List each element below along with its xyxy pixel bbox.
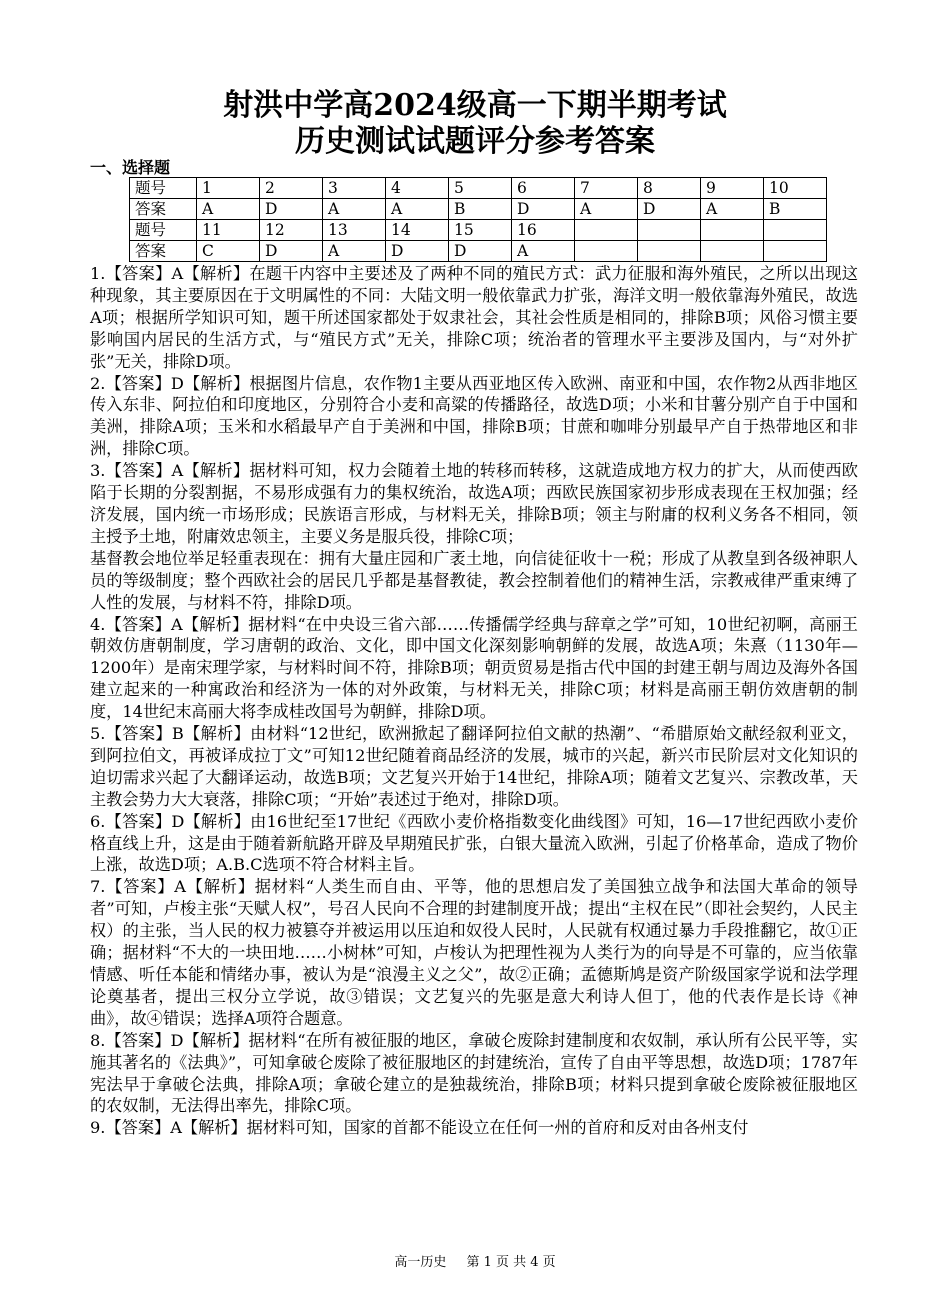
table-cell: 8 [638, 178, 701, 199]
table-cell: A [386, 199, 449, 220]
table-cell: B [764, 199, 827, 220]
table-cell [764, 220, 827, 241]
page-footer [0, 1251, 950, 1270]
table-cell: 3 [323, 178, 386, 199]
explanation-paragraph: 8.【答案】D【解析】据材料“在所有被征服的地区，拿破仑废除封建制度和农奴制，承认所有公民平等，实施其著名的《法典》”，可知拿破仑废除了被征服地区的封建统治，宣传了自由平等思想，故选D项；1787年宪法早于拿破仑法典，排除A项；拿破仑建立的是独裁统治，排除B项；材料只提到拿破仑废除被征服地区的农奴制，无法得出率先，排除C项。 [90, 1030, 858, 1116]
table-cell: D [386, 241, 449, 262]
explanation-paragraph: 7.【答案】A【解析】据材料“人类生而自由、平等，他的思想启发了美国独立战争和法国大革命的领导者”可知，卢梭主张“天赋人权”，号召人民向不合理的封建制度开战；提出“主权在民”（即社会契约，人民主权）的主张，当人民的权力被篡夺并被运用以压迫和奴役人民时，人民就有权通过暴力手段推翻它，故①正确；据材料“不大的一块田地……小树林”可知，卢梭认为把理性视为人类行为的向导是不可靠的，应当依靠情感、听任本能和情绪办事，被认为是“浪漫主义之父”，故②正确；孟德斯鸠是资产阶级国家学说和法学理论奠基者，提出三权分立学说，故③错误；文艺复兴的先驱是意大利诗人但丁，他的代表作是长诗《神曲》，故④错误；选择A项符合题意。 [90, 877, 858, 1028]
section-heading: 一、选择题 [90, 158, 171, 177]
table-cell [575, 220, 638, 241]
explanation-paragraph: 4.【答案】A【解析】据材料“在中央设三省六部……传播儒学经典与辞章之学”可知，10世纪初啊，高丽王朝效仿唐朝制度，学习唐朝的政治、文化，即中国文化深刻影响朝鲜的发展，故选A项；朱熹（1130年—1200年）是南宋理学家，与材料时间不符，排除B项；朝贡贸易是指古代中国的封建王朝与周边及海外各国建立起来的一种寓政治和经济为一体的对外政策，与材料无关，排除C项；材料是高丽王朝仿效唐朝的制度，14世纪末高丽大将李成桂改国号为朝鲜，排除D项。 [90, 614, 858, 722]
answer-table [129, 177, 827, 262]
table-cell: A [323, 199, 386, 220]
row-label: 题号 [130, 178, 197, 199]
table-cell: C [197, 241, 260, 262]
row-label: 答案 [130, 241, 197, 262]
footer-subject: 高一历史 [394, 1255, 447, 1270]
table-cell: 4 [386, 178, 449, 199]
document-title-line-1: 射洪中学高2024级高一下期半期考试 [223, 88, 727, 123]
table-cell [575, 241, 638, 262]
table-cell: A [512, 241, 575, 262]
footer-page-number: 第 1 页 共 4 页 [466, 1255, 556, 1270]
table-cell: D [449, 241, 512, 262]
table-cell: 11 [197, 220, 260, 241]
explanation-paragraph: 2.【答案】D【解析】根据图片信息，农作物1主要从西亚地区传入欧洲、南亚和中国，农作物2从西非地区传入东非、阿拉伯和印度地区，分别符合小麦和高粱的传播路径，故选D项；小米和甘薯分别产自于中国和美洲，排除A项；玉米和水稻最早产自于美洲和中国，排除B项；甘蔗和咖啡分别最早产自于热带地区和非洲，排除C项。 [90, 373, 858, 459]
answer-table-row [130, 220, 827, 241]
answer-table-row [130, 178, 827, 199]
table-cell [638, 241, 701, 262]
explanation-paragraph: 5.【答案】B【解析】由材料“12世纪，欧洲掀起了翻译阿拉伯文献的热潮”、“希腊原始文献经叙利亚文，到阿拉伯文，再被译成拉丁文”可知12世纪随着商品经济的发展，城市的兴起，新兴市民阶层对文化知识的迫切需求兴起了大翻译运动，故选B项；文艺复兴开始于14世纪，排除A项；随着文艺复兴、宗教改革，天主教会势力大大衰落，排除C项；“开始”表述过于绝对，排除D项。 [90, 724, 858, 809]
explanation-paragraph: 6.【答案】D【解析】由16世纪至17世纪《西欧小麦价格指数变化曲线图》可知，16—17世纪西欧小麦价格直线上升，这是由于随着新航路开辟及早期殖民扩张，白银大量流入欧洲，引起了价格革命，造成了物价上涨，故选D项；A.B.C选项不符合材料主旨。 [90, 811, 858, 875]
row-label: 答案 [130, 199, 197, 220]
table-cell: A [323, 241, 386, 262]
table-cell: 7 [575, 178, 638, 199]
table-cell: A [575, 199, 638, 220]
table-cell: 16 [512, 220, 575, 241]
answer-table-row [130, 241, 827, 262]
explanation-paragraph: 基督教会地位举足轻重表现在：拥有大量庄园和广袤土地，向信徒征收十一税；形成了从教皇到各级神职人员的等级制度；整个西欧社会的居民几乎都是基督教徒，教会控制着他们的精神生活，宗教戒律严重束缚了人性的发展，与材料不符，排除D项。 [90, 548, 858, 612]
explanation-paragraph: 9.【答案】A【解析】据材料可知，国家的首都不能设立在任何一州的首府和反对由各州支付 [90, 1118, 749, 1138]
table-cell: 2 [260, 178, 323, 199]
table-cell: 6 [512, 178, 575, 199]
table-cell [701, 241, 764, 262]
table-cell: 14 [386, 220, 449, 241]
table-cell: D [512, 199, 575, 220]
table-cell [638, 220, 701, 241]
table-cell: 5 [449, 178, 512, 199]
answer-table-row [130, 199, 827, 220]
table-cell: 12 [260, 220, 323, 241]
table-cell: B [449, 199, 512, 220]
document-title-line-2: 历史测试试题评分参考答案 [295, 124, 655, 159]
table-cell: A [701, 199, 764, 220]
table-cell: D [260, 241, 323, 262]
explanation-paragraph: 3.【答案】A【解析】据材料可知，权力会随着土地的转移而转移，这就造成地方权力的扩大，从而使西欧陷于长期的分裂割据，不易形成强有力的集权统治，故选A项；西欧民族国家初步形成表现在王权加强；经济发展，国内统一市场形成；民族语言形成，与材料无关，排除B项；领主与附庸的权利义务各不相同，领主授予土地，附庸效忠领主，主要义务是服兵役，排除C项； [90, 461, 858, 546]
explanation-paragraph: 1.【答案】A【解析】在题干内容中主要述及了两种不同的殖民方式：武力征服和海外殖民，之所以出现这种现象，其主要原因在于文明属性的不同：大陆文明一般依靠武力扩张，海洋文明一般依靠海外殖民，故选A项；根据所学知识可知，题干所述国家都处于奴隶社会，其社会性质是相同的，排除B项；风俗习惯主要影响国内居民的生活方式，与“殖民方式”无关，排除C项；统治者的管理水平主要涉及国内，与“对外扩张”无关，排除D项。 [90, 264, 858, 371]
row-label: 题号 [130, 220, 197, 241]
table-cell: D [260, 199, 323, 220]
table-cell: 1 [197, 178, 260, 199]
table-cell [764, 241, 827, 262]
table-cell: 15 [449, 220, 512, 241]
table-cell: 13 [323, 220, 386, 241]
table-cell [701, 220, 764, 241]
table-cell: 9 [701, 178, 764, 199]
table-cell: 10 [764, 178, 827, 199]
answer-explanations [90, 263, 858, 1139]
table-cell: D [638, 199, 701, 220]
table-cell: A [197, 199, 260, 220]
